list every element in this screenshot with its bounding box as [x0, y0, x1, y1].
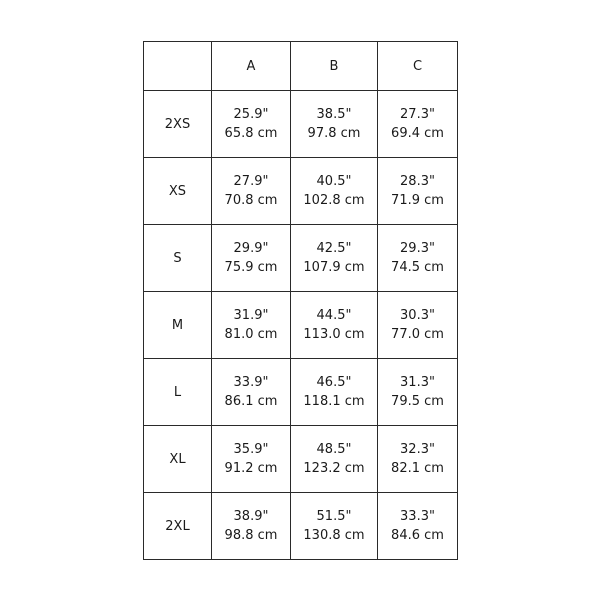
cm-value: 75.9 cm	[224, 260, 278, 275]
size-label: XL	[144, 426, 212, 493]
corner-cell	[144, 42, 212, 91]
inches-value: 25.9"	[233, 107, 269, 122]
inches-value: 42.5"	[316, 241, 352, 256]
measurement-cell-c	[378, 292, 458, 359]
cm-value: 82.1 cm	[391, 461, 444, 476]
inches-value: 31.9"	[233, 308, 269, 323]
measurement-cell-c	[378, 158, 458, 225]
inches-value: 33.9"	[233, 375, 269, 390]
cm-value: 91.2 cm	[224, 461, 278, 476]
measurement-cell-a	[212, 91, 291, 158]
size-row-2xs	[144, 91, 458, 158]
size-row-m	[144, 292, 458, 359]
size-row-s	[144, 225, 458, 292]
measurement-cell-a	[212, 225, 291, 292]
inches-value: 44.5"	[316, 308, 352, 323]
measurement-cell-c	[378, 426, 458, 493]
column-header-b: B	[291, 42, 378, 91]
size-label: M	[144, 292, 212, 359]
size-row-l	[144, 359, 458, 426]
header-row	[144, 42, 458, 91]
inches-value: 30.3"	[400, 308, 435, 323]
measurement-cell-a	[212, 158, 291, 225]
cm-value: 84.6 cm	[391, 528, 444, 543]
cm-value: 71.9 cm	[391, 193, 444, 208]
inches-value: 51.5"	[316, 509, 352, 524]
cm-value: 107.9 cm	[303, 260, 365, 275]
measurement-cell-a	[212, 359, 291, 426]
cm-value: 113.0 cm	[303, 327, 365, 342]
inches-value: 29.9"	[233, 241, 269, 256]
column-header-c: C	[378, 42, 458, 91]
cm-value: 74.5 cm	[391, 260, 444, 275]
cm-value: 118.1 cm	[303, 394, 365, 409]
size-chart-table	[143, 41, 458, 560]
column-header-a: A	[212, 42, 291, 91]
cm-value: 70.8 cm	[224, 193, 278, 208]
size-label: S	[144, 225, 212, 292]
inches-value: 29.3"	[400, 241, 435, 256]
cm-value: 123.2 cm	[303, 461, 365, 476]
measurement-cell-c	[378, 493, 458, 560]
cm-value: 102.8 cm	[303, 193, 365, 208]
measurement-cell-b	[291, 225, 378, 292]
cm-value: 65.8 cm	[224, 126, 278, 141]
measurement-cell-a	[212, 493, 291, 560]
measurement-cell-b	[291, 91, 378, 158]
inches-value: 33.3"	[400, 509, 435, 524]
cm-value: 77.0 cm	[391, 327, 444, 342]
cm-value: 98.8 cm	[224, 528, 278, 543]
measurement-cell-c	[378, 359, 458, 426]
size-row-2xl	[144, 493, 458, 560]
measurement-cell-c	[378, 91, 458, 158]
measurement-cell-b	[291, 158, 378, 225]
size-label: 2XS	[144, 91, 212, 158]
inches-value: 40.5"	[316, 174, 352, 189]
size-row-xs	[144, 158, 458, 225]
inches-value: 32.3"	[400, 442, 435, 457]
measurement-cell-b	[291, 426, 378, 493]
cm-value: 79.5 cm	[391, 394, 444, 409]
measurement-cell-b	[291, 292, 378, 359]
cm-value: 69.4 cm	[391, 126, 444, 141]
measurement-cell-a	[212, 292, 291, 359]
measurement-cell-b	[291, 493, 378, 560]
measurement-cell-c	[378, 225, 458, 292]
inches-value: 28.3"	[400, 174, 435, 189]
size-row-xl	[144, 426, 458, 493]
inches-value: 48.5"	[316, 442, 352, 457]
cm-value: 97.8 cm	[307, 126, 361, 141]
measurement-cell-b	[291, 359, 378, 426]
measurement-cell-a	[212, 426, 291, 493]
inches-value: 38.9"	[233, 509, 269, 524]
inches-value: 31.3"	[400, 375, 435, 390]
cm-value: 81.0 cm	[224, 327, 278, 342]
inches-value: 46.5"	[316, 375, 352, 390]
size-label: XS	[144, 158, 212, 225]
cm-value: 86.1 cm	[224, 394, 278, 409]
size-label: 2XL	[144, 493, 212, 560]
inches-value: 27.3"	[400, 107, 435, 122]
inches-value: 35.9"	[233, 442, 269, 457]
size-label: L	[144, 359, 212, 426]
inches-value: 27.9"	[233, 174, 269, 189]
cm-value: 130.8 cm	[303, 528, 365, 543]
inches-value: 38.5"	[316, 107, 352, 122]
